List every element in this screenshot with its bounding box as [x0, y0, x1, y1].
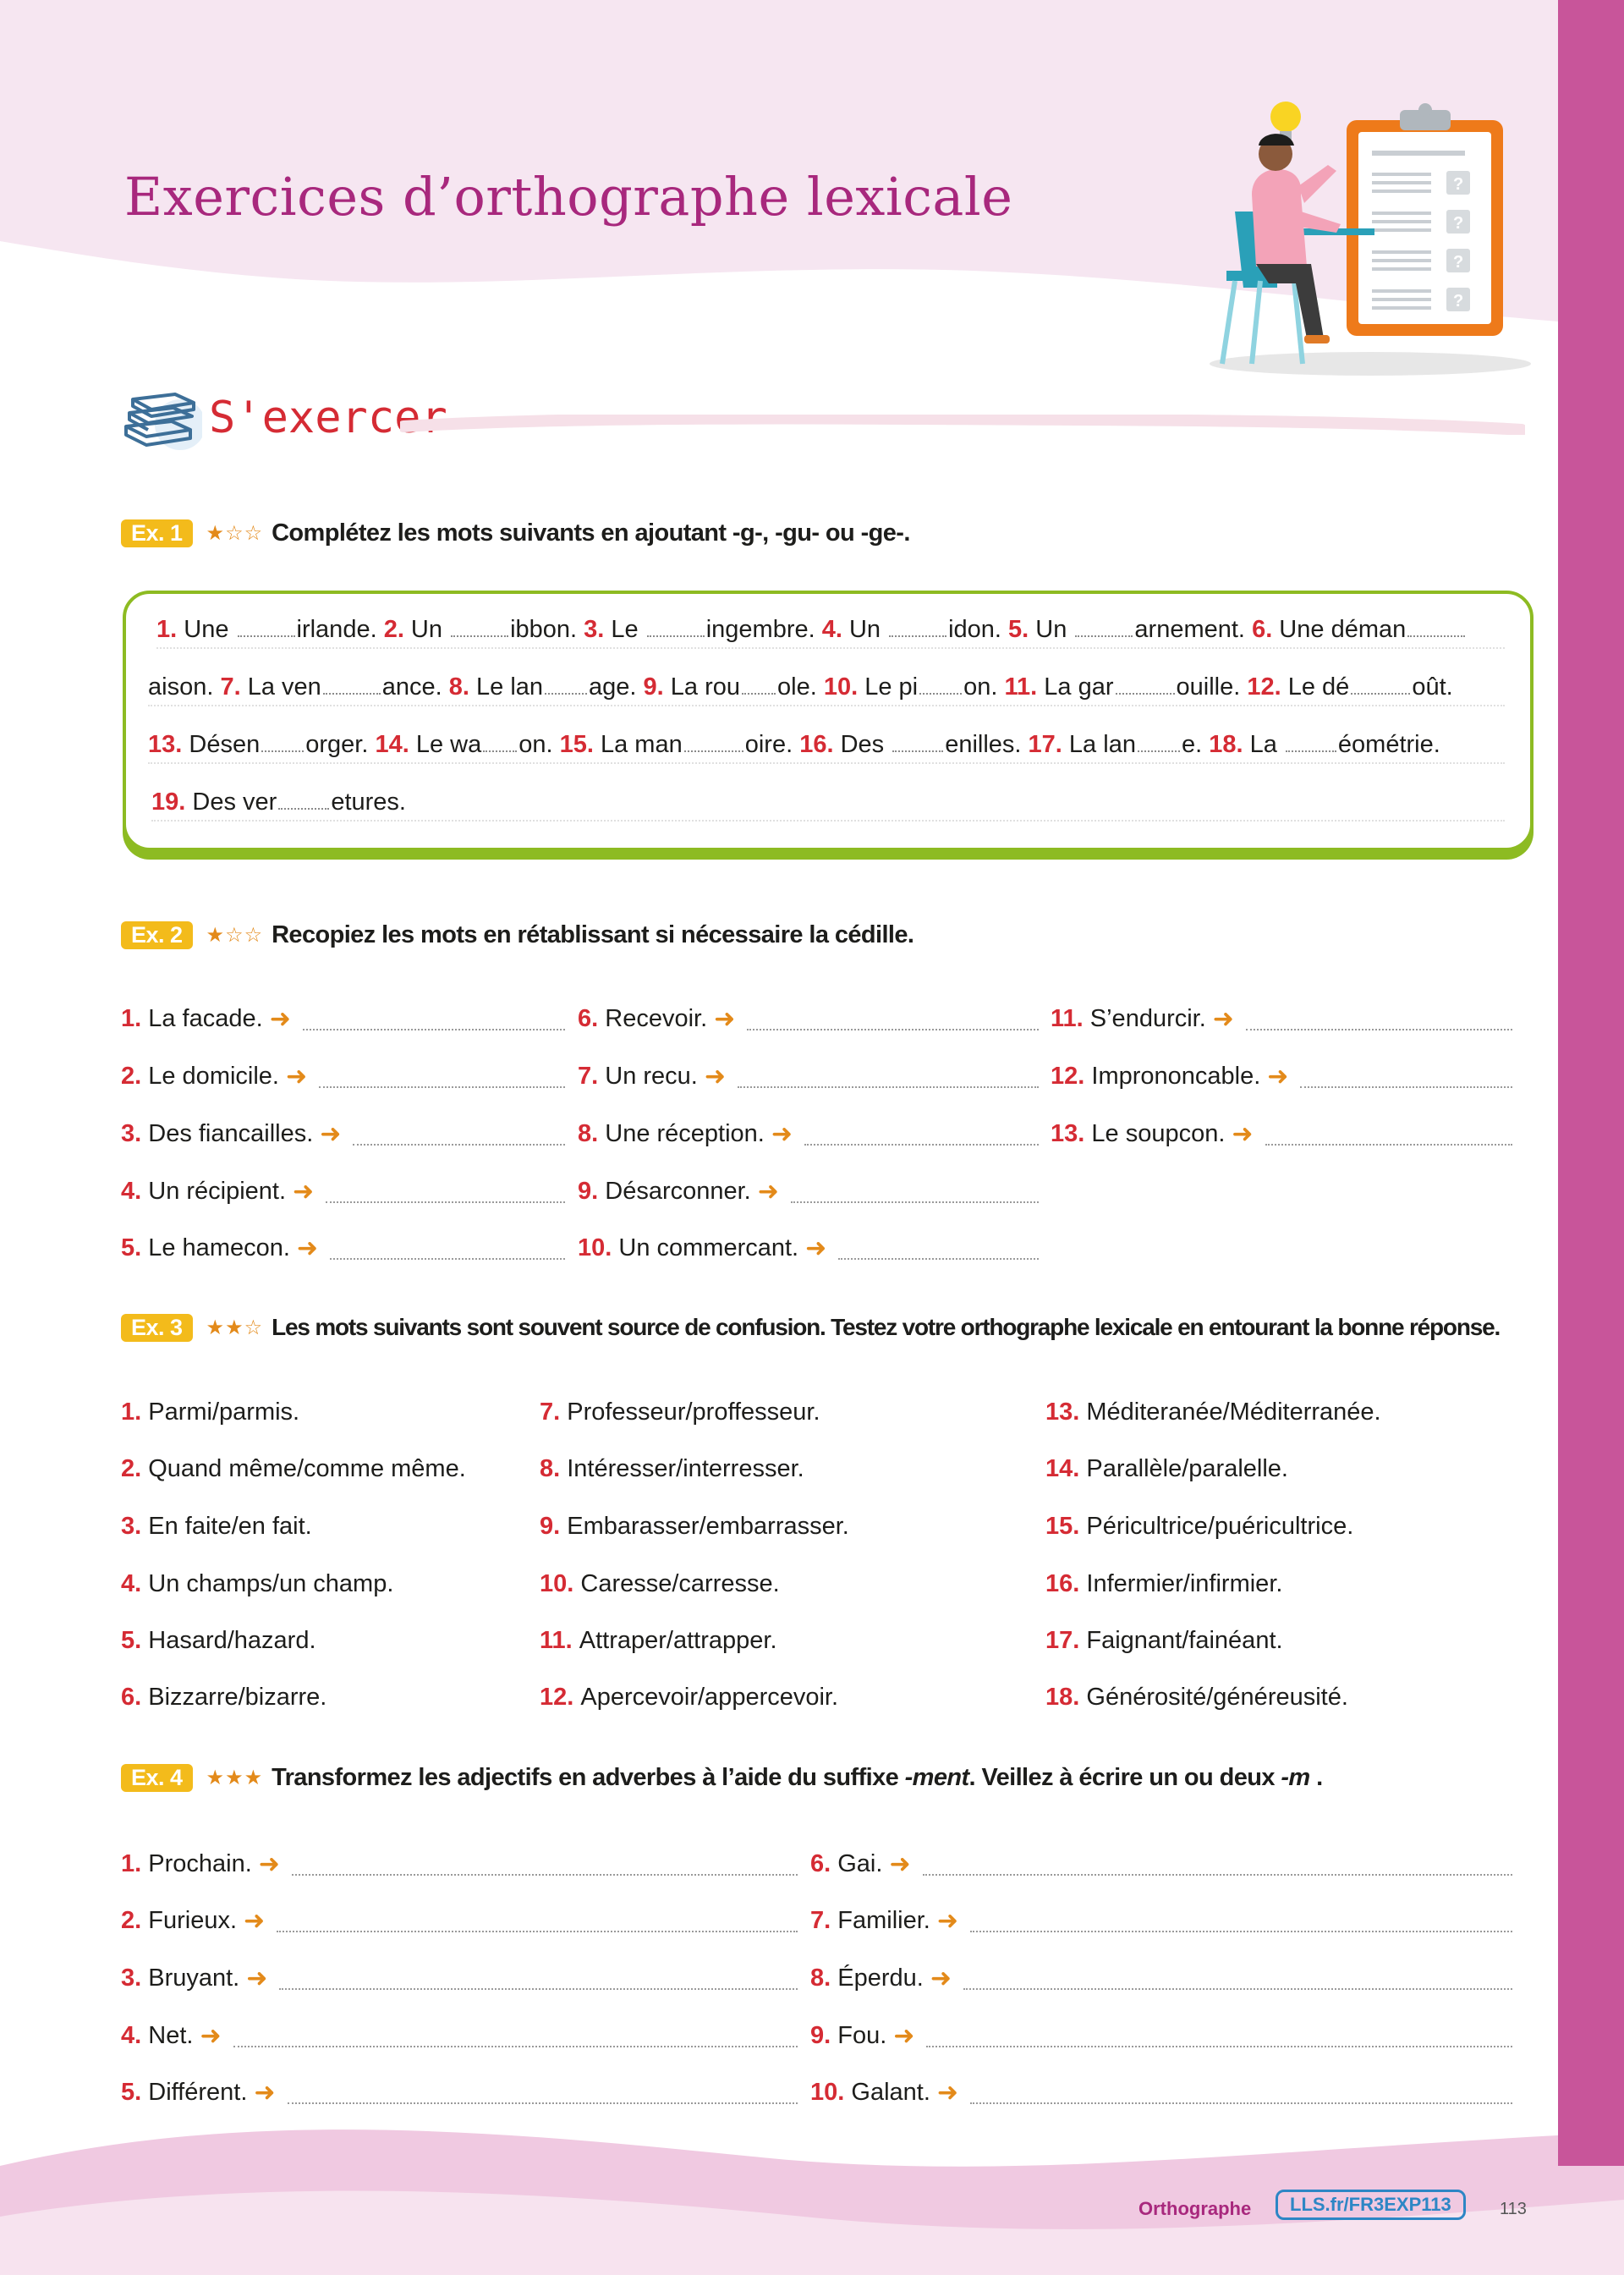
ex1-text: irlande.: [296, 616, 384, 643]
arrow-right-icon: ➜: [254, 2078, 276, 2107]
ex2-item: [578, 1002, 735, 1036]
ex1-item-number: 1.: [156, 616, 178, 643]
ex1-text: Désen: [182, 731, 261, 758]
ex1-item-number: 17.: [1028, 731, 1062, 758]
ex2-item-text: S’endurcir.: [1083, 1004, 1206, 1032]
ex3-item-number: 16.: [1045, 1569, 1080, 1597]
svg-text:?: ?: [1453, 214, 1464, 233]
ex1-item-number: 3.: [584, 616, 605, 643]
ex1-text: age.: [589, 673, 644, 701]
ex3-item: [540, 1567, 780, 1601]
ex3-item-text: Faignant/fainéant.: [1079, 1626, 1283, 1654]
ex3-item-text: Apercevoir/appercevoir.: [573, 1683, 839, 1711]
ex3-item: [1045, 1567, 1282, 1601]
ex1-text: Une déman: [1272, 616, 1407, 643]
ex2-badge: Ex. 2: [121, 921, 193, 949]
ex1-line: [151, 784, 1505, 822]
svg-text:?: ?: [1453, 175, 1464, 194]
ex2-item-text: La facade.: [141, 1004, 263, 1032]
ex4-answer-line[interactable]: [963, 1988, 1512, 1990]
ex3-item-text: Un champs/un champ.: [141, 1569, 394, 1597]
ex3-item: [540, 1395, 820, 1429]
ex4-item-text: Différent.: [141, 2078, 248, 2106]
ex2-item: [121, 1117, 341, 1151]
ex4-item-text: Prochain.: [141, 1849, 252, 1877]
ex1-line: [148, 669, 1505, 706]
ex2-item-text: Le domicile.: [141, 1062, 279, 1090]
ex4-badge: Ex. 4: [121, 1764, 193, 1792]
ex1-text: e.: [1181, 731, 1210, 758]
ex2-item-text: Recevoir.: [598, 1004, 708, 1032]
ex2-item: [121, 1174, 314, 1208]
ex2-item-number: 9.: [578, 1177, 599, 1205]
ex3-item: [121, 1509, 312, 1543]
arrow-right-icon: ➜: [771, 1119, 793, 1148]
ex3-item-text: En faite/en fait.: [141, 1512, 312, 1540]
ex4-item: [121, 1961, 267, 1995]
ex1-line: [148, 727, 1505, 764]
arrow-right-icon: ➜: [704, 1062, 726, 1091]
ex1-blank[interactable]: [742, 674, 776, 695]
ex1-item-number: 18.: [1209, 731, 1243, 758]
ex2-item-text: Des fiancailles.: [141, 1119, 314, 1147]
arrow-right-icon: ➜: [714, 1004, 736, 1033]
ex2-answer-line[interactable]: [804, 1144, 1039, 1146]
ex2-item: [578, 1059, 726, 1093]
ex1-blank[interactable]: [919, 674, 962, 695]
ex2-item: [1051, 1059, 1288, 1093]
ex4-item-text: Net.: [141, 2021, 194, 2049]
ex3-item-number: 1.: [121, 1398, 142, 1426]
ex1-item-number: 15.: [559, 731, 594, 758]
ex2-item-text: Un récipient.: [141, 1177, 287, 1205]
page-title: Exercices d’orthographe lexicale: [124, 166, 1013, 228]
ex2-item-number: 11.: [1051, 1004, 1084, 1032]
ex1-item-number: 14.: [375, 731, 409, 758]
ex3-item: [540, 1509, 849, 1543]
ex4-answer-line[interactable]: [970, 1931, 1512, 1932]
arrow-right-icon: ➜: [246, 1964, 268, 1992]
ex3-item: [1045, 1509, 1353, 1543]
ex3-item-number: 12.: [540, 1683, 574, 1711]
ex3-item-text: Intéresser/interresser.: [560, 1454, 804, 1482]
ex2-answer-line[interactable]: [1300, 1086, 1512, 1088]
ex4-item: [121, 1904, 265, 1937]
ex1-blank[interactable]: [647, 617, 705, 637]
books-icon: [121, 391, 202, 452]
ex3-item-text: Quand même/comme même.: [141, 1454, 466, 1482]
ex2-answer-line[interactable]: [303, 1029, 565, 1030]
arrow-right-icon: ➜: [269, 1004, 291, 1033]
ex2-item: [578, 1174, 779, 1208]
ex1-item-number: 9.: [643, 673, 664, 701]
ex2-item-number: 13.: [1051, 1119, 1085, 1147]
ex2-item-number: 4.: [121, 1177, 142, 1205]
ex4-item-text: Gai.: [831, 1849, 883, 1877]
ex3-difficulty-stars: ★★☆: [206, 1316, 264, 1339]
arrow-right-icon: ➜: [258, 1849, 280, 1878]
ex4-item-text: Éperdu.: [831, 1964, 924, 1992]
ex4-item-number: 8.: [810, 1964, 831, 1992]
ex1-text: La gar: [1037, 673, 1114, 701]
ex1-item-number: 7.: [220, 673, 241, 701]
arrow-right-icon: ➜: [200, 2021, 222, 2050]
ex3-item-text: Embarasser/embarrasser.: [560, 1512, 849, 1540]
ex1-text: etures.: [331, 789, 406, 816]
ex4-answer-line[interactable]: [277, 1931, 798, 1932]
ex1-text: idon.: [948, 616, 1009, 643]
ex3-item: [121, 1452, 466, 1486]
ex1-text: Des: [833, 731, 892, 758]
ex1-text: orger.: [305, 731, 376, 758]
ex1-blank[interactable]: [1286, 732, 1336, 752]
ex4-header: [121, 1761, 1323, 1794]
ex2-answer-line[interactable]: [353, 1144, 565, 1146]
ex3-item: [121, 1680, 326, 1714]
ex1-blank[interactable]: [1075, 617, 1133, 637]
ex3-item: [540, 1680, 838, 1714]
ex4-answer-line[interactable]: [292, 1874, 798, 1876]
ex1-text: La: [1243, 731, 1284, 758]
arrow-right-icon: ➜: [293, 1177, 315, 1206]
ex2-item-text: Une réception.: [598, 1119, 765, 1147]
ex2-answer-line[interactable]: [838, 1258, 1039, 1260]
ex3-item-number: 18.: [1045, 1683, 1080, 1711]
ex3-item: [540, 1452, 804, 1486]
ex1-item-number: 11.: [1004, 673, 1038, 701]
ex4-answer-line[interactable]: [279, 1988, 798, 1990]
right-margin-band: [1558, 0, 1624, 2166]
ex1-blank[interactable]: [1138, 732, 1180, 752]
ex3-item-text: Infermier/infirmier.: [1079, 1569, 1283, 1597]
arrow-right-icon: ➜: [1267, 1062, 1289, 1091]
ex4-item: [121, 2075, 276, 2109]
ex4-item-text: Fou.: [831, 2021, 887, 2049]
ex4-instruction-suffix: -ment: [904, 1763, 969, 1791]
arrow-right-icon: ➜: [936, 1906, 958, 1935]
ex2-item-text: Le soupcon.: [1084, 1119, 1226, 1147]
ex3-item: [121, 1567, 393, 1601]
ex2-item: [578, 1117, 793, 1151]
ex1-blank[interactable]: [483, 732, 517, 752]
ex1-blank[interactable]: [1407, 617, 1465, 637]
ex2-answer-line[interactable]: [1246, 1029, 1512, 1030]
ex1-item-number: 13.: [148, 731, 183, 758]
ex4-item-number: 4.: [121, 2021, 142, 2049]
ex4-item-number: 1.: [121, 1849, 142, 1877]
ex2-item-number: 7.: [578, 1062, 599, 1090]
ex2-item: [1051, 1117, 1254, 1151]
ex1-item-number: 4.: [821, 616, 842, 643]
ex1-blank[interactable]: [278, 789, 329, 810]
ex1-text: ouille.: [1176, 673, 1248, 701]
ex3-instruction: Les mots suivants sont souvent source de confusion. Testez votre orthographe lexicale en entourant la bonne réponse.: [272, 1314, 1501, 1340]
ex1-text: Des ver: [185, 789, 277, 816]
ex2-item-text: Désarconner.: [598, 1177, 751, 1205]
ex2-item: [578, 1231, 826, 1265]
ex2-answer-line[interactable]: [747, 1029, 1039, 1030]
ex1-blank[interactable]: [451, 617, 508, 637]
section-header: [121, 391, 1525, 459]
section-brush-stroke: [400, 415, 1525, 435]
ex1-item-number: 19.: [151, 789, 186, 816]
ex1-item-number: 8.: [448, 673, 469, 701]
ex2-answer-line[interactable]: [1265, 1144, 1512, 1146]
ex4-answer-line[interactable]: [923, 1874, 1512, 1876]
ex1-text: ibbon.: [510, 616, 584, 643]
section-label: S'exercer: [209, 393, 447, 443]
ex1-item-number: 6.: [1252, 616, 1273, 643]
ex1-item-number: 16.: [799, 731, 834, 758]
ex2-item-number: 8.: [578, 1119, 599, 1147]
ex4-instruction: [272, 1764, 1322, 1792]
ex4-item: [810, 2075, 958, 2109]
ex3-item-text: Parallèle/paralelle.: [1079, 1454, 1288, 1482]
arrow-right-icon: ➜: [936, 2078, 959, 2107]
ex3-item-text: Péricultrice/puéricultrice.: [1079, 1512, 1354, 1540]
ex3-item: [540, 1624, 777, 1657]
arrow-right-icon: ➜: [1212, 1004, 1234, 1033]
ex3-item: [1045, 1395, 1381, 1429]
svg-text:?: ?: [1453, 292, 1464, 310]
ex3-item-number: 8.: [540, 1454, 561, 1482]
ex3-item-number: 5.: [121, 1626, 142, 1654]
ex2-difficulty-stars: ★☆☆: [206, 923, 264, 947]
ex1-text: La rou: [663, 673, 741, 701]
ex4-item-text: Bruyant.: [141, 1964, 240, 1992]
ex2-item: [121, 1059, 307, 1093]
ex2-item: [121, 1231, 318, 1265]
footer-subject: Orthographe: [1138, 2198, 1252, 2219]
ex4-item-text: Familier.: [831, 1906, 930, 1934]
svg-text:?: ?: [1453, 253, 1464, 272]
ex4-item-number: 6.: [810, 1849, 831, 1877]
ex2-answer-line[interactable]: [330, 1258, 565, 1260]
ex3-item-number: 11.: [540, 1626, 573, 1654]
ex3-item-number: 17.: [1045, 1626, 1080, 1654]
ex3-header: [121, 1311, 1500, 1344]
ex4-item: [810, 2019, 914, 2052]
ex1-exercise-box: [123, 591, 1533, 851]
arrow-right-icon: ➜: [889, 1849, 911, 1878]
ex2-instruction: Recopiez les mots en rétablissant si nécessaire la cédille.: [272, 920, 914, 948]
footer-background-wave: [0, 2098, 1624, 2275]
arrow-right-icon: ➜: [296, 1234, 319, 1262]
ex3-item-text: Professeur/proffesseur.: [560, 1398, 820, 1426]
ex3-item-number: 6.: [121, 1683, 142, 1711]
ex1-text: ingembre.: [705, 616, 822, 643]
arrow-right-icon: ➜: [805, 1234, 827, 1262]
ex4-item-number: 10.: [810, 2078, 845, 2106]
ex4-item-number: 7.: [810, 1906, 831, 1934]
ex1-text: aison.: [148, 673, 221, 701]
ex3-item: [1045, 1452, 1288, 1486]
ex3-item-number: 10.: [540, 1569, 574, 1597]
ex1-text: ole.: [777, 673, 824, 701]
ex3-item-text: Caresse/carresse.: [573, 1569, 780, 1597]
page-number: 113: [1500, 2200, 1527, 2218]
ex3-item-text: Bizzarre/bizarre.: [141, 1683, 327, 1711]
ex3-item-number: 4.: [121, 1569, 142, 1597]
ex1-text: Un: [403, 616, 450, 643]
ex2-item: [1051, 1002, 1234, 1036]
ex3-item-number: 15.: [1045, 1512, 1080, 1540]
ex2-answer-line[interactable]: [326, 1201, 565, 1203]
ex1-text: on.: [963, 673, 1005, 701]
ex1-blank[interactable]: [238, 617, 295, 637]
ex1-item-number: 12.: [1247, 673, 1281, 701]
ex3-item: [121, 1624, 316, 1657]
ex3-item-number: 14.: [1045, 1454, 1080, 1482]
ex3-item-text: Méditeranée/Méditerranée.: [1079, 1398, 1381, 1426]
ex1-text: Le lan: [469, 673, 544, 701]
ex2-answer-line[interactable]: [738, 1086, 1039, 1088]
ex4-answer-line[interactable]: [926, 2046, 1512, 2047]
ex1-blank[interactable]: [323, 674, 381, 695]
ex3-item-number: 7.: [540, 1398, 561, 1426]
ex4-instruction-m: -m: [1281, 1763, 1310, 1791]
ex1-line: [156, 612, 1505, 649]
ex1-text: La man: [593, 731, 683, 758]
ex3-item-text: Attraper/attrapper.: [572, 1626, 777, 1654]
ex3-item: [1045, 1680, 1348, 1714]
ex2-answer-line[interactable]: [791, 1201, 1039, 1203]
ex2-item-number: 3.: [121, 1119, 142, 1147]
ex4-instruction-middle: . Veillez à écrire un ou deux: [968, 1763, 1281, 1791]
ex1-text: Un: [1029, 616, 1074, 643]
ex3-item-number: 13.: [1045, 1398, 1080, 1426]
arrow-right-icon: ➜: [1232, 1119, 1254, 1148]
ex4-item: [810, 1904, 958, 1937]
ex3-item-text: Hasard/hazard.: [141, 1626, 316, 1654]
arrow-right-icon: ➜: [930, 1964, 952, 1992]
ex3-item-number: 9.: [540, 1512, 561, 1540]
arrow-right-icon: ➜: [893, 2021, 915, 2050]
ex2-item-text: Le hamecon.: [141, 1234, 290, 1261]
ex3-item-text: Parmi/parmis.: [141, 1398, 300, 1426]
ex2-item-text: Imprononcable.: [1084, 1062, 1261, 1090]
ex1-text: Le pi: [858, 673, 919, 701]
ex1-item-number: 10.: [823, 673, 859, 701]
ex4-answer-line[interactable]: [288, 2102, 798, 2104]
ex2-item-number: 10.: [578, 1234, 612, 1261]
ex1-text: Le: [604, 616, 645, 643]
ex1-header: [121, 516, 910, 550]
ex4-item: [121, 2019, 222, 2052]
ex4-answer-line[interactable]: [233, 2046, 798, 2047]
ex4-item-number: 5.: [121, 2078, 142, 2106]
ex1-text: Un: [842, 616, 888, 643]
ex1-difficulty-stars: ★☆☆: [206, 521, 264, 545]
ex4-difficulty-stars: ★★★: [206, 1766, 264, 1789]
ex2-item-number: 2.: [121, 1062, 142, 1090]
arrow-right-icon: ➜: [320, 1119, 342, 1148]
ex4-item: [121, 1847, 280, 1881]
ex2-item-number: 12.: [1051, 1062, 1085, 1090]
ex1-instruction: Complétez les mots suivants en ajoutant -g-, -gu- ou -ge-.: [272, 519, 910, 547]
ex1-blank[interactable]: [545, 674, 587, 695]
ex1-blank[interactable]: [684, 732, 743, 752]
ex1-text: Le dé: [1281, 673, 1350, 701]
ex1-item-number: 5.: [1008, 616, 1029, 643]
ex2-item-text: Un commercant.: [612, 1234, 799, 1261]
student-clipboard-illustration: [1201, 85, 1531, 381]
ex2-item-number: 6.: [578, 1004, 599, 1032]
ex4-item-text: Galant.: [844, 2078, 930, 2106]
ex4-item: [810, 1961, 952, 1995]
ex1-blank[interactable]: [889, 617, 946, 637]
ex4-instruction-prefix: Transformez les adjectifs en adverbes à l’aide du suffixe: [272, 1763, 905, 1791]
ex3-item-number: 3.: [121, 1512, 142, 1540]
ex2-answer-line[interactable]: [319, 1086, 565, 1088]
ex4-instruction-end: .: [1309, 1763, 1323, 1791]
footer-link[interactable]: LLS.fr/FR3EXP113: [1276, 2190, 1466, 2220]
ex4-answer-line[interactable]: [970, 2102, 1512, 2104]
ex3-badge: Ex. 3: [121, 1314, 193, 1342]
ex3-item: [1045, 1624, 1283, 1657]
ex1-text: oût.: [1412, 673, 1453, 701]
ex2-item-number: 5.: [121, 1234, 142, 1261]
ex1-text: Une: [177, 616, 236, 643]
ex1-badge: Ex. 1: [121, 519, 193, 547]
ex1-item-number: 2.: [383, 616, 404, 643]
ex3-item-text: Générosité/généreusité.: [1079, 1683, 1348, 1711]
arrow-right-icon: ➜: [286, 1062, 308, 1091]
ex4-item: [810, 1847, 911, 1881]
ex2-item: [121, 1002, 291, 1036]
ex3-item-number: 2.: [121, 1454, 142, 1482]
ex1-text: La ven: [240, 673, 321, 701]
ex2-item-number: 1.: [121, 1004, 142, 1032]
arrow-right-icon: ➜: [757, 1177, 779, 1206]
ex1-blank[interactable]: [892, 732, 943, 752]
ex4-item-text: Furieux.: [141, 1906, 238, 1934]
ex2-header: [121, 918, 914, 952]
ex1-blank[interactable]: [261, 732, 304, 752]
ex1-text: éométrie.: [1337, 731, 1440, 758]
ex1-text: oire.: [744, 731, 800, 758]
ex1-text: arnement.: [1134, 616, 1253, 643]
ex1-text: Le wa: [409, 731, 482, 758]
ex4-item-number: 3.: [121, 1964, 142, 1992]
ex4-item-number: 9.: [810, 2021, 831, 2049]
ex1-text: on.: [518, 731, 560, 758]
ex1-text: ance.: [381, 673, 449, 701]
arrow-right-icon: ➜: [244, 1906, 266, 1935]
ex1-blank[interactable]: [1116, 674, 1175, 695]
ex1-blank[interactable]: [1351, 674, 1410, 695]
ex4-item-number: 2.: [121, 1906, 142, 1934]
ex1-text: enilles.: [945, 731, 1029, 758]
ex1-text: La lan: [1062, 731, 1136, 758]
ex3-item: [121, 1395, 299, 1429]
ex2-item-text: Un recu.: [598, 1062, 698, 1090]
